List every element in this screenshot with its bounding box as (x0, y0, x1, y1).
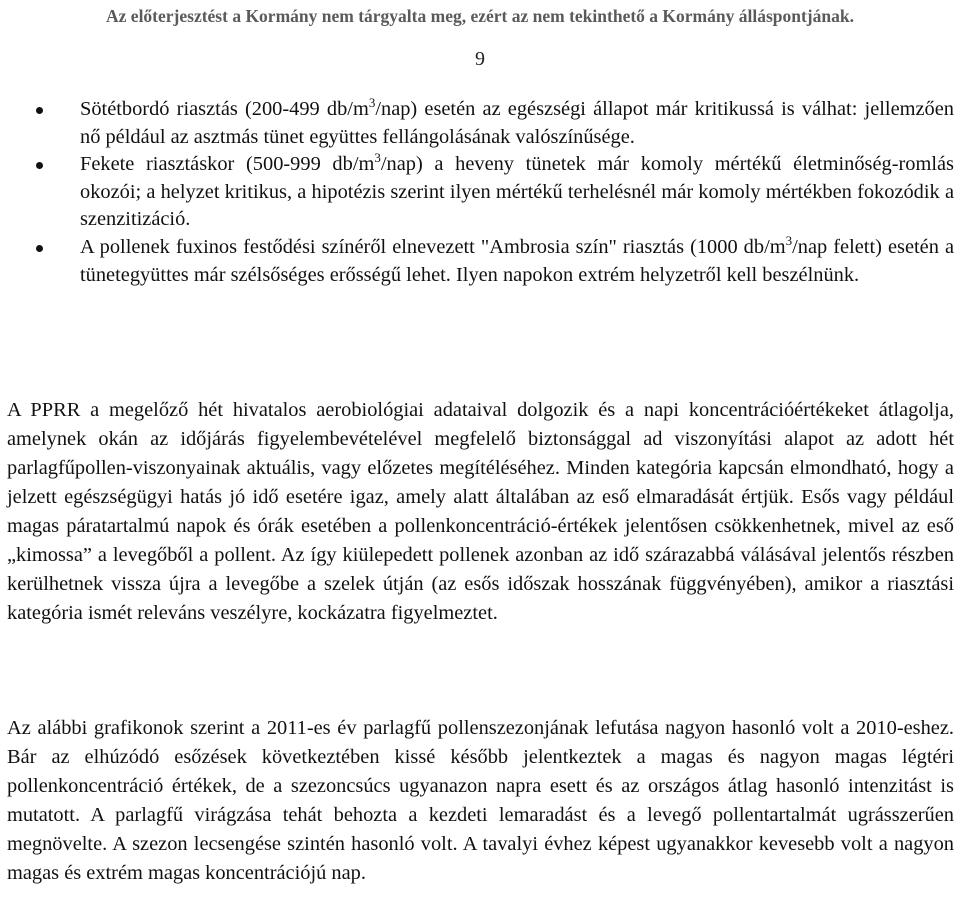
list-item-text-post: /nap felett) esetén a tünetegyüttes már szélsőséges erősségű lehet. Ilyen napokon extrém helyzetről kell beszélnünk. (80, 235, 954, 286)
page-header-disclaimer: Az előterjesztést a Kormány nem tárgyalta meg, ezért az nem tekinthető a Kormány álláspontjának. (106, 6, 854, 26)
body-paragraph-2011-season: Az alábbi grafikonok szerint a 2011-es év parlagfű pollenszezonjának lefutása nagyon hasonló volt a 2010-eshez. Bár az elhúzódó esőzések következtében kissé később jelentkeztek a magas és nagyon magas légtéri pollenkoncentráció értékek, de a szezoncsúcs ugyanazon napra esett és az országos átlag hasonló intenzitást is mutatott. A parlagfű virágzása tehát behozta a kezdeti lemaradást és a levegő pollentartalmát ugrásszerűen megnövelte. A szezon lecsengése szintén hasonló volt. A tavalyi évhez képest ugyanakkor kevesebb volt a nagyon magas és extrém magas koncentrációjú nap. (7, 717, 954, 884)
superscript: 3 (374, 150, 381, 166)
list-item-text-pre: Fekete riasztáskor (500-999 db/m (80, 153, 375, 176)
superscript: 3 (785, 232, 793, 248)
list-item (80, 96, 954, 151)
body-paragraph-pprr: A PPRR a megelőző hét hivatalos aerobiológiai adataival dolgozik és a napi koncentrációértékeket átlagolja, amelynek okán az időjárás figyelembevételével megfelelő biztonsággal ad viszonyítási alapot az adott hét parlagfűpollen-viszonyainak aktuális, vagy előzetes megítéléséhez. Minden kategória kapcsán elmondható, hogy a jelzett egészségügyi hatás jó idő esetére igaz, amely alatt általában az eső elmaradását értjük. Esős vagy például magas páratartalmú napok és órák esetében a pollenkoncentráció-értékek jelentősen csökkenhetnek, mivel az eső „kimossa” a levegőből a pollent. Az így kiülepedett pollenek azonban az idő szárazabbá válásával jelentős részben kerülhetnek vissza újra a levegőbe a szelek útján (az esős időszak hosszának függvényében), amikor a riasztási kategória ismét releváns veszélyre, kockázatra figyelmeztet. (7, 399, 954, 624)
list-item-text-pre: A pollenek fuxinos festődési színéről elnevezett "Ambrosia szín" riasztás (1000 db/m (80, 235, 786, 258)
page-number: 9 (475, 48, 485, 70)
bullet-icon (36, 245, 43, 252)
bullet-icon (36, 162, 43, 169)
list-item (80, 234, 954, 289)
list-item-text-pre: Sötétbordó riasztás (200-499 db/m (80, 98, 369, 120)
list-item-text-post: /nap) esetén az egészségi állapot már kritikussá is válhat: jellemzően nő például az asztmás tünet együttes fellángolásának valószínűsége. (80, 98, 954, 148)
list-item (80, 151, 954, 234)
alert-level-list (80, 96, 954, 289)
bullet-icon (36, 107, 43, 114)
superscript: 3 (368, 95, 376, 110)
list-item-text-post: /nap) a heveny tünetek már komoly mértékű életminőség-romlás okozói; a helyzet kritikus, a hipotézis szerint ilyen mértékű terhelésnél már komoly mértékben fokozódik a szenzitizáció. (80, 153, 954, 231)
